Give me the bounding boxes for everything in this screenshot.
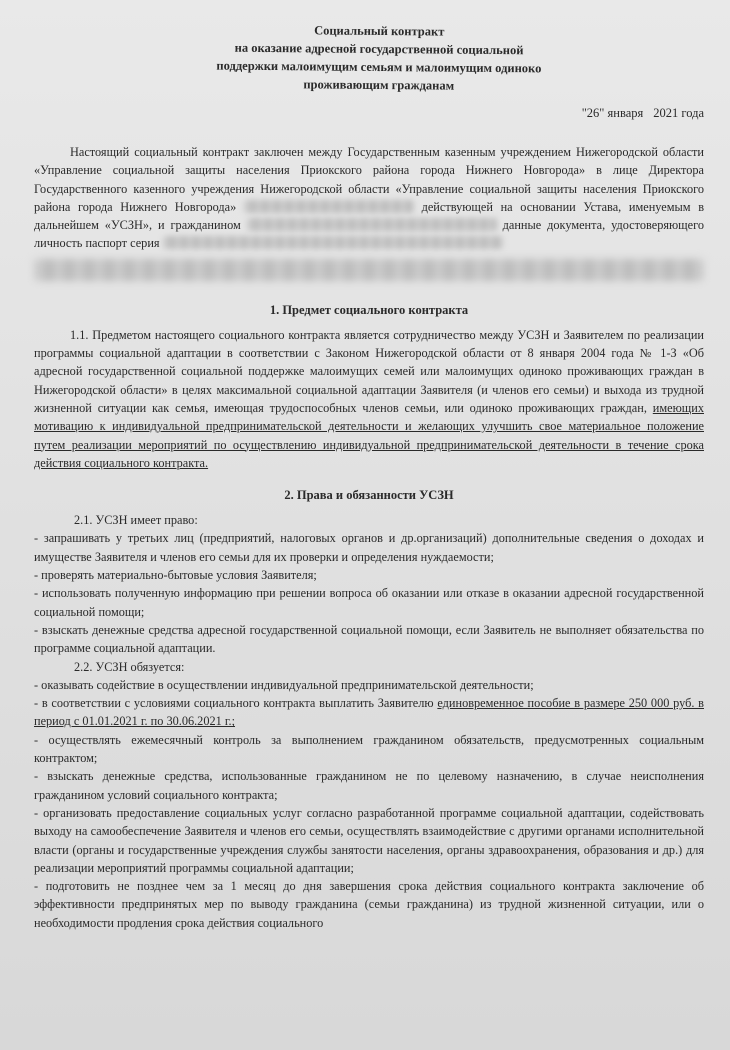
section-1-paragraph bbox=[34, 326, 704, 472]
list-item: - организовать предоставление социальных услуг согласно разработанной программе социальной адаптации, содействовать выходу на самообеспечение Заявителя и членов его семьи, осуществлять взаимодействие с другими органами исполнительной власти (органы и государственные учреждения службы занятости населения, органы здравоохранения, образования и др.) для реализации мероприятий программы социальной адаптации; bbox=[34, 805, 704, 875]
date-year: 2021 года bbox=[653, 106, 704, 120]
date-day: "26" января bbox=[581, 106, 644, 120]
title-line: на оказание адресной государственной социальной bbox=[234, 40, 524, 58]
contract-title bbox=[54, 19, 705, 97]
list-item: - взыскать денежные средства, использованные гражданином не по целевому назначению, в случае неисполнения гражданином условий социального контракта; bbox=[34, 769, 704, 802]
list-item: - подготовить не позднее чем за 1 месяц до дня завершения срока действия социального контракта заключение об эффективности предпринятых мер по выводу гражданина (семьи гражданина) из трудной жизненной ситуации, или о необходимости продления срока действия социального bbox=[34, 879, 704, 930]
section-1-heading: 1. Предмет социального контракта bbox=[269, 302, 469, 317]
redacted-line bbox=[34, 259, 704, 281]
intro-text-2: действующей на основании Устава, именуемым в дальнейшем «УСЗН», и гражданином bbox=[34, 199, 705, 233]
rights-subheading: 2.1. УСЗН имеет право: bbox=[74, 513, 198, 528]
list-item: - проверять материально-бытовые условия Заявителя; bbox=[34, 568, 317, 583]
list-item: - запрашивать у третьих лиц (предприятий, налоговых органов и др.организаций) дополнительные сведения о доходах и имуществе Заявителя и членов его семьи для их проверки и определения нуждаемости; bbox=[34, 531, 704, 564]
redacted-citizen bbox=[247, 218, 497, 231]
list-item: - осуществлять ежемесячный контроль за выполнением гражданином обязательств, предусмотренных социальным контрактом; bbox=[34, 732, 704, 766]
contract-date bbox=[34, 106, 704, 121]
redacted-passport bbox=[163, 236, 503, 249]
intro-text-3: данные документа, удостоверяющего личность паспорт серия bbox=[34, 218, 704, 251]
rights-list bbox=[34, 529, 704, 657]
section-1-text: 1.1. Предметом настоящего социального контракта является сотрудничество между УСЗН и Заявителем по реализации программы социальной адаптации в соответствии с Законом Нижегородской области от 8 января 2004 года № 1-З «Об адресной государственной социальной поддержке малоимущих семей или малоимущих одиноко проживающих граждан в Нижегородской области» в целях максимальной социальной адаптации Заявителя (и членов его семьи) и выхода из трудной жизненной ситуации как семья, имеющая трудоспособных членов семьи, или одиноко проживающих граждан, bbox=[34, 327, 704, 415]
redacted-name bbox=[244, 200, 414, 213]
list-item: - оказывать содействие в осуществлении индивидуальной предпринимательской деятельности; bbox=[34, 677, 534, 692]
duty-2-text: - в соответствии с условиями социального контракта выплатить Заявителю bbox=[34, 696, 434, 711]
list-item bbox=[34, 694, 704, 731]
title-line: Социальный контракт bbox=[314, 23, 445, 39]
duty-2-underlined: единовременное пособие в размере 250 000 руб. в период с 01.01.2021 г. по 30.06.2021 г.; bbox=[34, 696, 704, 729]
duties-subheading: 2.2. УСЗН обязуется: bbox=[74, 659, 185, 674]
intro-text-1: Настоящий социальный контракт заключен между Государственным казенным учреждением Нижегородской области «Управление социальной защиты населения Приокского района города Нижнего Новгорода» в лице Директора Государственного казенного учреждения Нижегородской области «Управление социальной защиты населения Приокского района города Нижнего Новгорода» bbox=[34, 145, 704, 214]
duties-list bbox=[34, 676, 704, 932]
list-item: - использовать полученную информацию при решении вопроса об оказании или отказе в оказании адресной государственной социальной помощи; bbox=[34, 586, 704, 619]
title-line: поддержки малоимущим семьям и малоимущим одиноко bbox=[216, 58, 542, 76]
intro-paragraph bbox=[34, 143, 704, 253]
list-item: - взыскать денежные средства адресной государственной социальной помощи, если Заявитель не выполняет обязательства по программе социальной адаптации. bbox=[34, 622, 704, 656]
section-1-underlined: имеющих мотивацию к индивидуальной предпринимательской деятельности и желающих улучшить свое материальное положение путем реализации мероприятий по осуществлению индивидуальной предпринимательской деятельности в течение срока действия социального контракта. bbox=[34, 400, 704, 470]
section-2-heading: 2. Права и обязанности УСЗН bbox=[284, 488, 454, 503]
title-line: проживающим гражданам bbox=[303, 77, 455, 93]
